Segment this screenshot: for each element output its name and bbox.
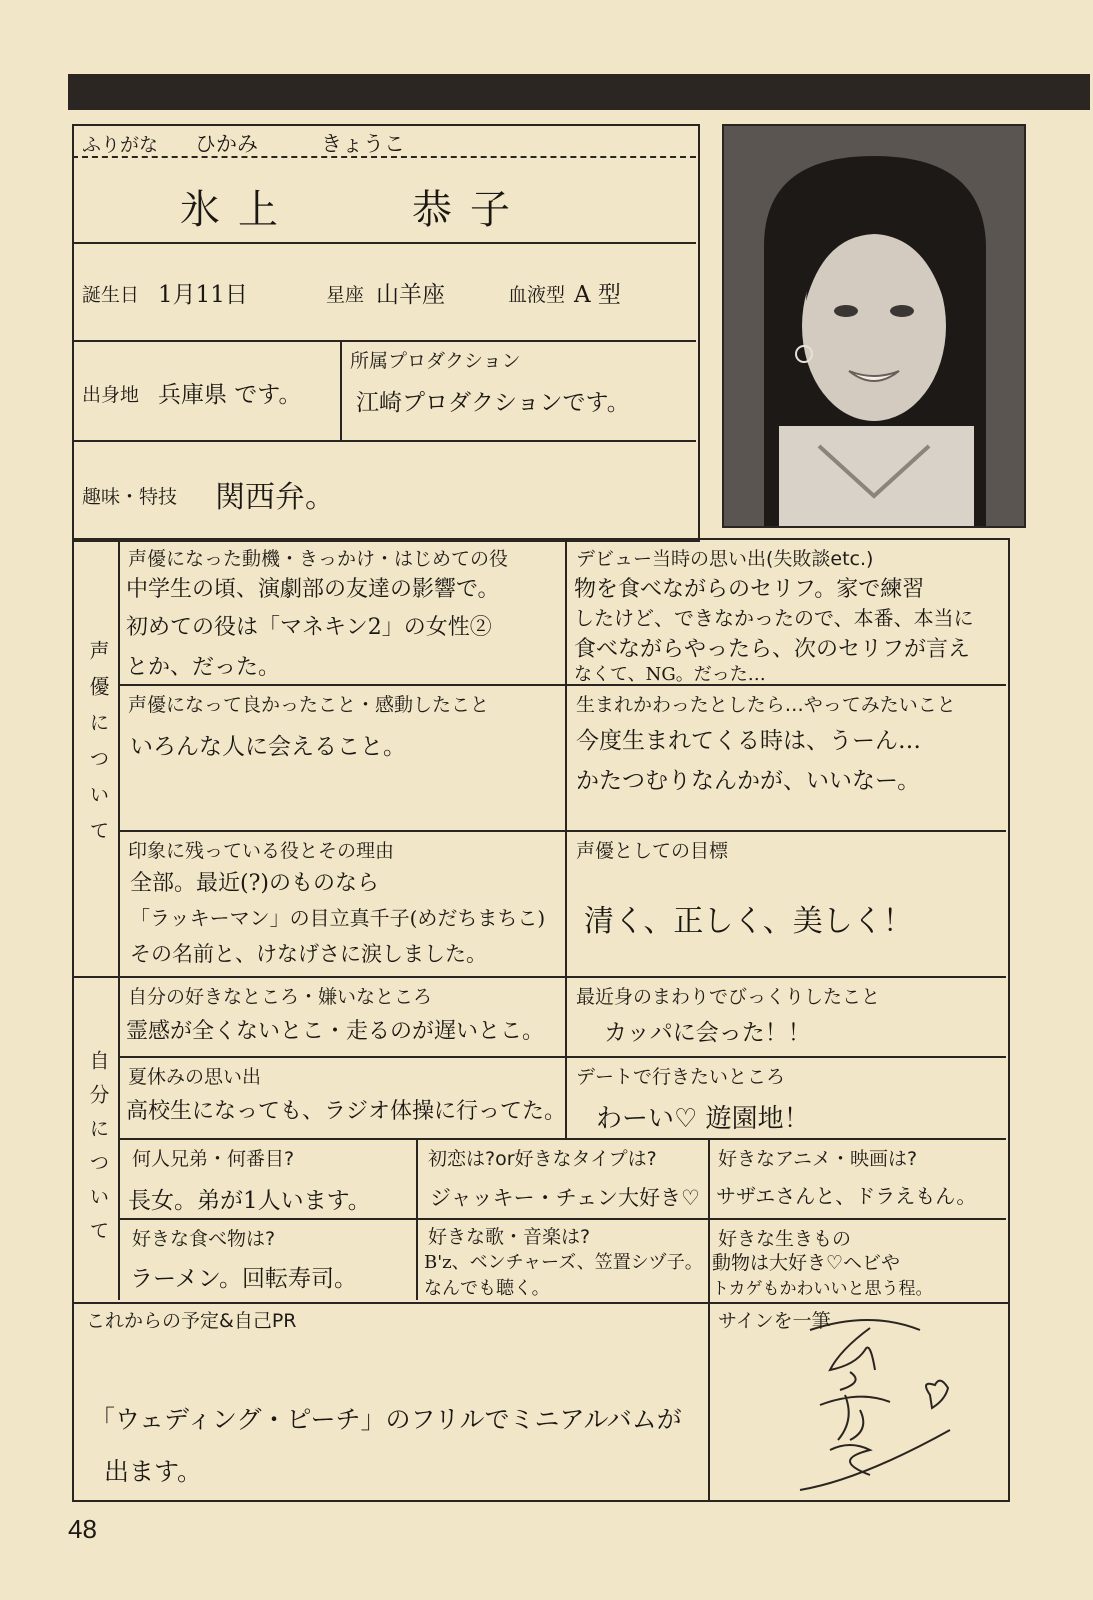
reborn-answer-2: かたつむりなんかが、いいなー。: [576, 768, 921, 794]
creature-answer-2: トカゲもかわいいと思う程。: [712, 1279, 933, 1299]
blood-label: 血液型: [508, 284, 566, 306]
reborn-answer-1: 今度生まれてくる時は、うーん…: [576, 728, 921, 754]
creature-answer-1: 動物は大好き♡ヘビや: [712, 1252, 901, 1274]
hobby-value: 関西弁。: [215, 480, 335, 515]
good-question: 声優になって良かったこと・感動したこと: [128, 694, 490, 716]
blood-value: A 型: [574, 282, 621, 308]
summer-question: 夏休みの思い出: [128, 1066, 262, 1088]
music-answer-1: B'z、ベンチャーズ、笠置シヅ子。: [424, 1252, 703, 1273]
date-question: デートで行きたいところ: [576, 1066, 786, 1088]
pr-text-1: 「ウェディング・ピーチ」のフリルでミニアルバムが: [90, 1405, 682, 1434]
furigana-label: ふりがな: [82, 134, 159, 156]
goal-answer: 清く、正しく、美しく！: [584, 904, 913, 939]
siblings-answer: 長女。弟が1人います。: [128, 1188, 371, 1214]
pr-text-2: 出ます。: [104, 1457, 203, 1486]
birthplace-value: 兵庫県 です。: [158, 382, 302, 408]
role-answer-3: その名前と、けなげさに涙しました。: [130, 942, 487, 966]
birthday-value: 1月11日: [158, 282, 248, 308]
date-answer: わーい♡ 遊園地！: [596, 1104, 810, 1134]
birthday-label: 誕生日: [82, 284, 140, 306]
sign-label: 星座: [326, 284, 365, 306]
section-seiyu-text: 声優について: [86, 640, 110, 856]
goal-question: 声優としての目標: [576, 840, 729, 862]
role-question: 印象に残っている役とその理由: [128, 840, 395, 862]
anime-question: 好きなアニメ・映画は?: [718, 1148, 918, 1170]
motive-question: 声優になった動機・きっかけ・はじめての役: [128, 548, 509, 570]
likes-question: 自分の好きなところ・嫌いなところ: [128, 986, 433, 1008]
debut-answer-2: したけど、できなかったので、本番、本当に: [574, 606, 974, 630]
debut-answer-1: 物を食べながらのセリフ。家で練習: [574, 577, 925, 602]
furigana-value: ひかみ きょうこ: [195, 132, 405, 156]
summer-answer: 高校生になっても、ラジオ体操に行ってた。: [126, 1099, 567, 1124]
debut-answer-4: なくて、NG。だった…: [574, 664, 766, 682]
header-bar: [68, 74, 1090, 110]
food-answer: ラーメン。回転寿司。: [130, 1266, 358, 1292]
role-answer-1: 全部。最近(?)のものなら: [130, 871, 379, 896]
motive-answer-1: 中学生の頃、演劇部の友達の影響で。: [126, 577, 500, 602]
good-answer: いろんな人に会えること。: [130, 734, 406, 760]
motive-answer-2: 初めての役は「マネキン2」の女性②: [126, 615, 492, 640]
music-question: 好きな歌・音楽は?: [428, 1226, 591, 1248]
likes-answer: 霊感が全くないとこ・走るのが遅いとこ。: [126, 1019, 545, 1044]
food-question: 好きな食べ物は?: [132, 1228, 276, 1250]
hobby-label: 趣味・特技: [82, 486, 178, 508]
section-seiyu-label: [76, 640, 116, 871]
agency-label: 所属プロダクション: [350, 350, 521, 372]
birthplace-label: 出身地: [82, 384, 140, 406]
sign-label: サインを一筆: [718, 1310, 831, 1332]
signature-image: [720, 1310, 1000, 1500]
love-question: 初恋は?or好きなタイプは?: [428, 1148, 657, 1170]
music-answer-2: なんでも聴く。: [424, 1278, 550, 1299]
motive-answer-3: とか、だった。: [126, 655, 281, 680]
sign-value: 山羊座: [376, 282, 445, 308]
name-value: 氷上 恭子: [180, 187, 528, 233]
debut-question: デビュー当時の思い出(失敗談etc.): [576, 548, 874, 570]
surprise-answer: カッパに会った！！: [604, 1020, 811, 1046]
pr-label: これからの予定&自己PR: [86, 1310, 297, 1332]
debut-answer-3: 食べながらやったら、次のセリフが言え: [574, 637, 971, 662]
siblings-question: 何人兄弟・何番目?: [132, 1148, 295, 1170]
agency-value: 江崎プロダクションです。: [356, 390, 630, 416]
portrait-photo: [722, 124, 1026, 528]
reborn-question: 生まれかわったとしたら…やってみたいこと: [576, 694, 956, 716]
page-number: 48: [68, 1514, 97, 1544]
surprise-question: 最近身のまわりでびっくりしたこと: [576, 986, 881, 1008]
section-self-label: [76, 1050, 116, 1269]
anime-answer: サザエさんと、ドラえもん。: [716, 1184, 977, 1208]
section-self-text: 自分について: [86, 1050, 110, 1254]
creature-question: 好きな生きもの: [718, 1228, 852, 1250]
portrait-image: [724, 126, 1024, 526]
role-answer-2: 「ラッキーマン」の目立真千子(めだちまちこ): [130, 906, 546, 930]
love-answer: ジャッキー・チェン大好き♡: [430, 1186, 700, 1210]
